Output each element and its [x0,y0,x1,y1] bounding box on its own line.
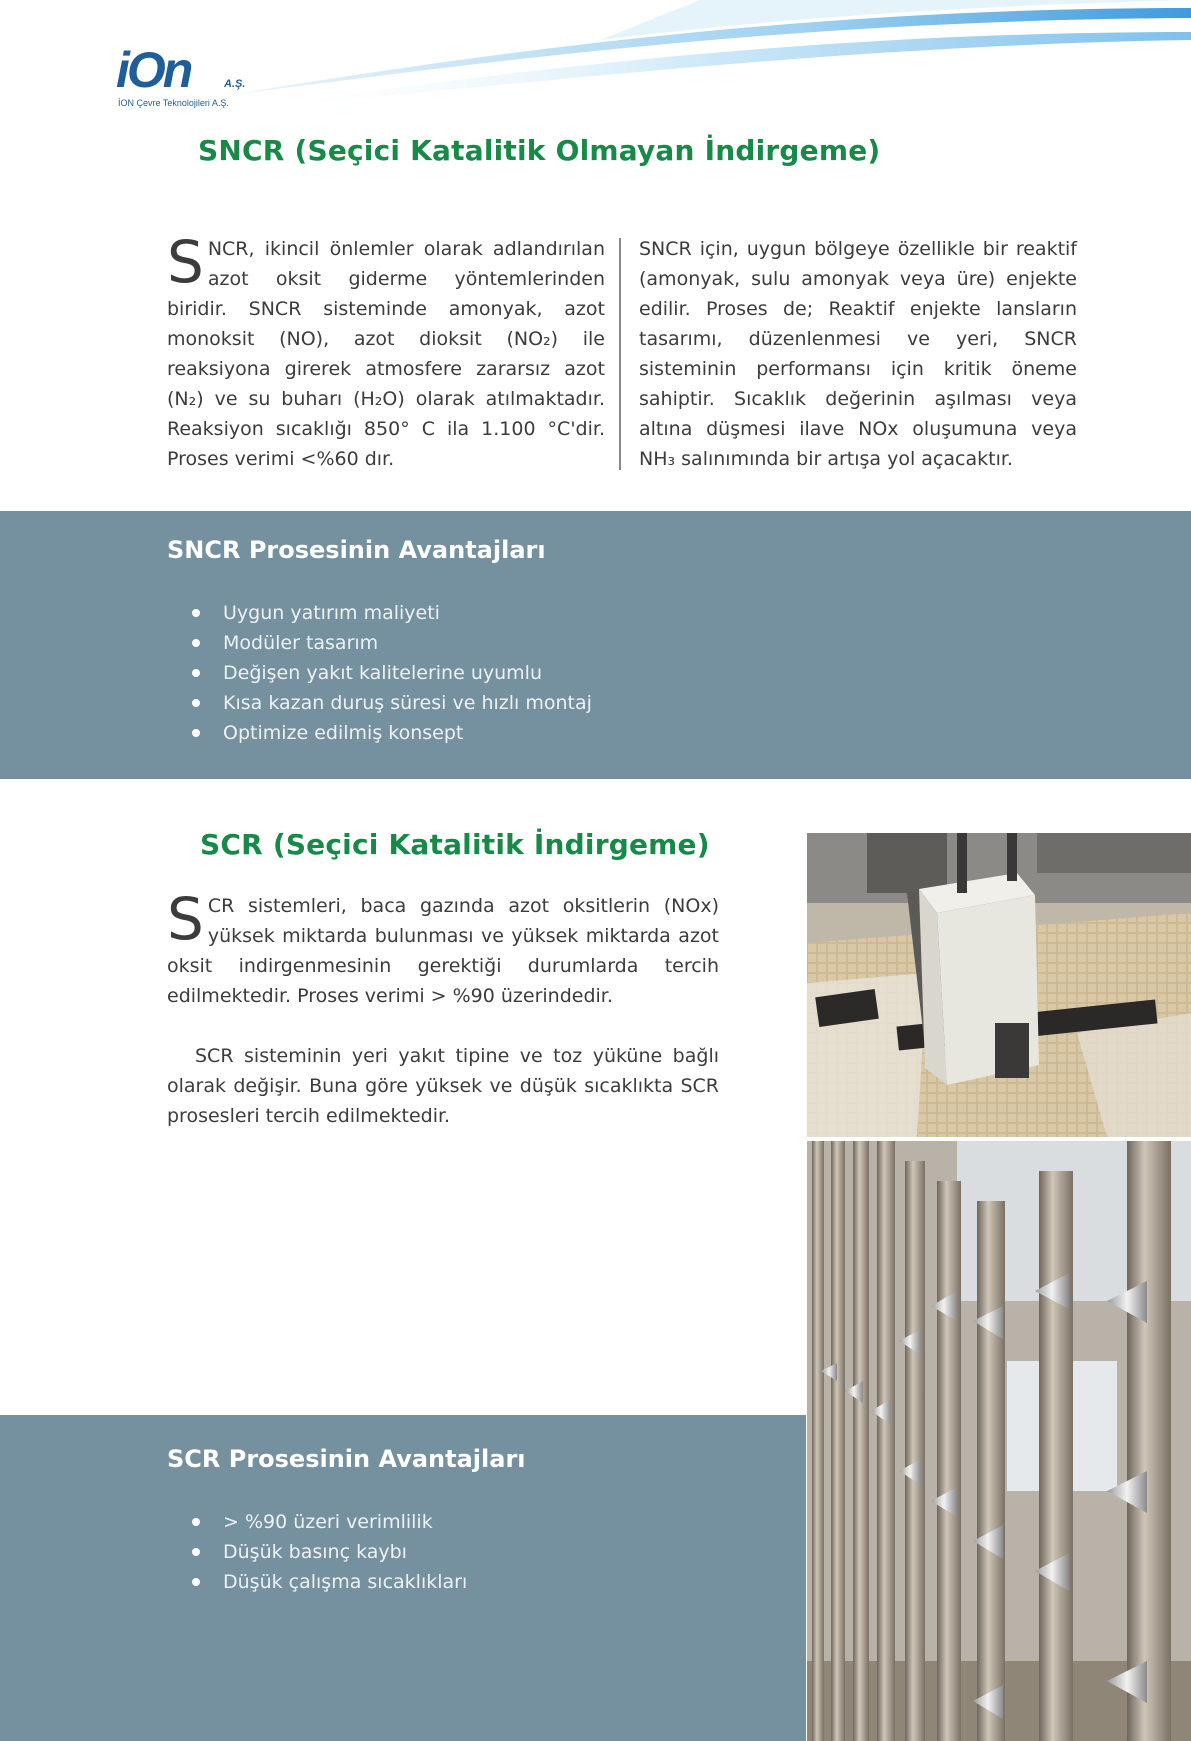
scr-advantages-title: SCR Prosesinin Avantajları [167,1445,526,1473]
list-item: > %90 üzeri verimlilik [167,1507,467,1537]
list-item: Optimize edilmiş konsept [167,718,592,748]
logo-subtitle: İON Çevre Teknolojileri A.Ş. [118,98,229,108]
list-item: Uygun yatırım maliyeti [167,598,592,628]
catalyst-module-photo [807,833,1191,1137]
injection-lances-photo [807,1141,1191,1741]
sncr-dropcap: S [167,228,204,296]
scr-dropcap: S [167,885,204,953]
list-item: Değişen yakıt kalitelerine uyumlu [167,658,592,688]
list-item: Modüler tasarım [167,628,592,658]
scr-title: SCR (Seçici Katalitik İndirgeme) [200,828,710,861]
company-logo [112,42,262,112]
logo-wordmark: iOn [116,42,191,98]
sncr-title: SNCR (Seçici Katalitik Olmayan İndirgeme) [198,134,881,167]
sncr-advantages-title: SNCR Prosesinin Avantajları [167,536,546,564]
list-item: Düşük basınç kaybı [167,1537,467,1567]
logo-suffix: A.Ş. [224,78,246,90]
sncr-left-text: NCR, ikincil önlemler olarak adlandırılan azot oksit giderme yöntemlerinden biridir. SNCR sisteminde amonyak, azot monoksit (NO), azot dioksit (NO₂) ile reaksiyona girerek atmosfere zararsız azot (N₂) ve su buharı (H₂O) olarak atılmaktadır. Reaksiyon sıcaklığı 850° C ila 1.100 °C'dir. Proses verimi <%60 dır. [167,238,605,470]
list-item: Düşük çalışma sıcaklıkları [167,1567,467,1597]
sncr-advantages-list [167,598,592,748]
column-divider [619,238,621,470]
scr-paragraph-2: SCR sisteminin yeri yakıt tipine ve toz yüküne bağlı olarak değişir. Buna göre yüksek ve düşük sıcaklıkta SCR prosesleri tercih edilmektedir. [167,1045,719,1127]
scr-advantages-list [167,1507,467,1597]
scr-paragraph-1 [167,885,719,1011]
scr-paragraph-1-text: CR sistemleri, baca gazında azot oksitlerin (NOx) yüksek miktarda bulunması ve yüksek miktarda azot oksit indirgenmesinin gerektiği durumlarda tercih edilmektedir. Proses verimi > %90 üzerindedir. [167,895,719,1007]
sncr-right-paragraph: SNCR için, uygun bölgeye özellikle bir reaktif (amonyak, sulu amonyak veya üre) enjekte edilir. Proses de; Reaktif enjekte lansların tasarımı, düzenlenmesi ve yeri, SNCR sisteminin performansı için kritik öneme sahiptir. Sıcaklık değerinin aşılması veya altına düşmesi ilave NOx oluşumuna veya NH₃ salınımında bir artışa yol açacaktır. [639,238,1077,470]
list-item: Kısa kazan duruş süresi ve hızlı montaj [167,688,592,718]
sncr-left-paragraph [167,228,605,474]
